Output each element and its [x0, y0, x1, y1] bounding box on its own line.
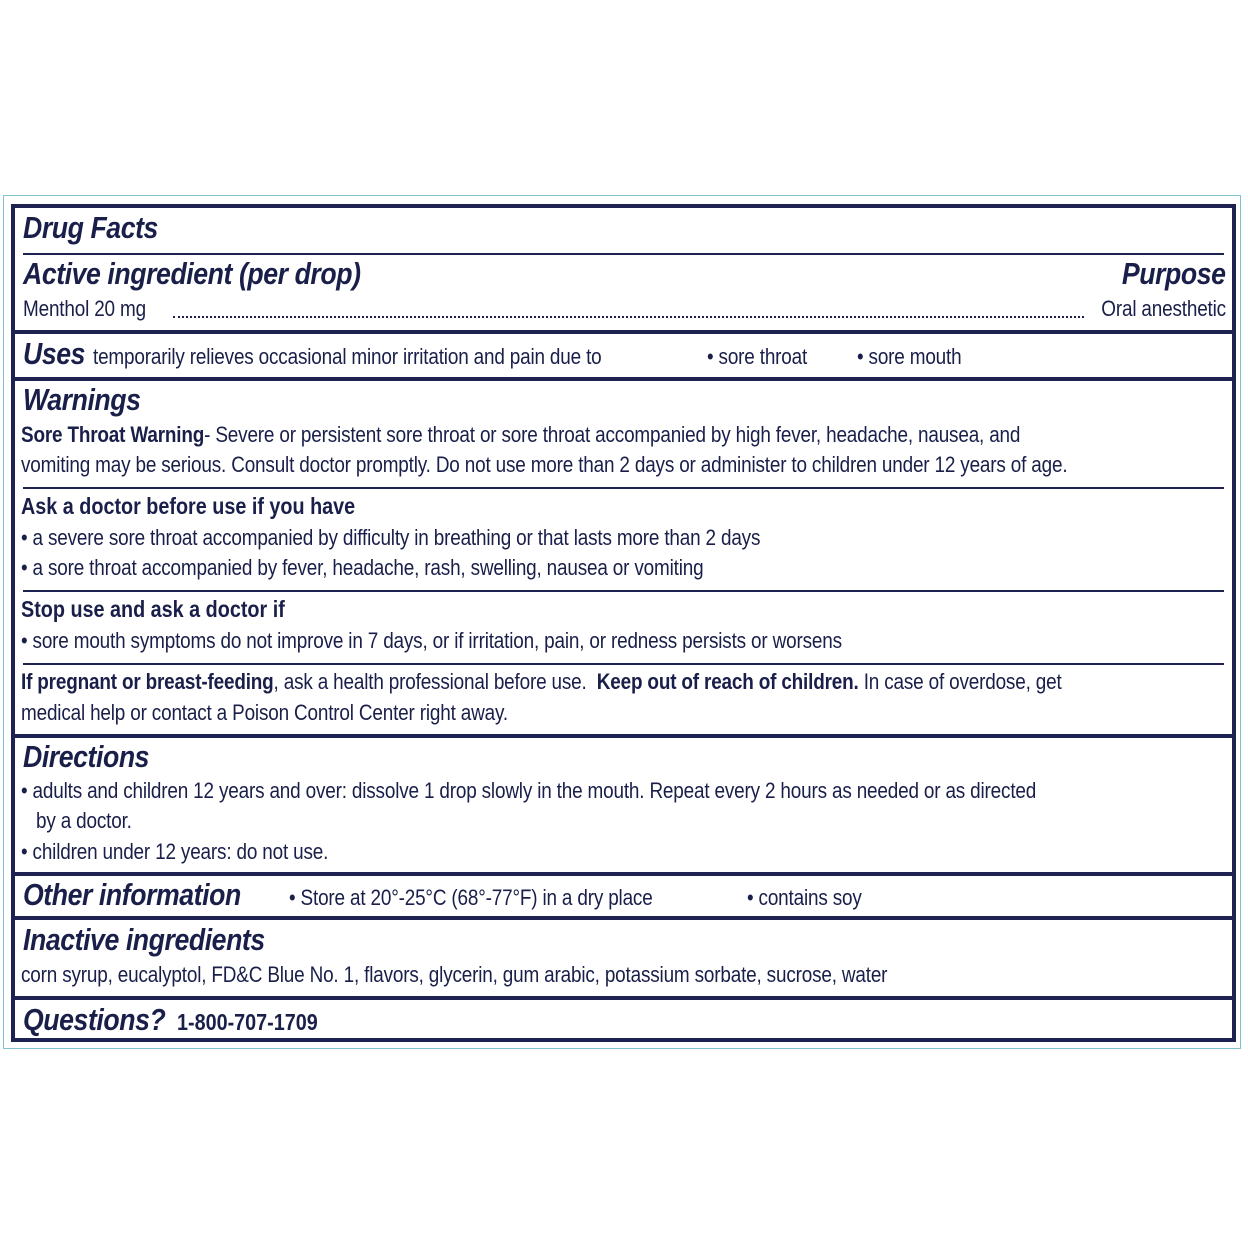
inactive-text: corn syrup, eucalyptol, FD&C Blue No. 1, flavors, glycerin, gum arabic, potassium sorbate, sucrose, water: [21, 962, 888, 987]
ask-doctor-item-2: • a sore throat accompanied by fever, headache, rash, swelling, nausea or vomiting: [21, 555, 704, 580]
ask-doctor-item-1: • a severe sore throat accompanied by difficulty in breathing or that lasts more than 2 days: [21, 525, 761, 550]
uses-text: temporarily relieves occasional minor irritation and pain due to: [93, 344, 602, 369]
drug-facts-title: [23, 210, 180, 246]
directions-item-2: • children under 12 years: do not use.: [21, 839, 329, 864]
active-ingredient-purpose: Oral anesthetic: [1101, 296, 1226, 321]
other-info-item-soy: • contains soy: [747, 885, 862, 910]
divider-ask-doctor: [23, 590, 1224, 592]
uses-heading: Uses: [23, 336, 86, 371]
active-ingredient-name: Menthol 20 mg: [23, 296, 146, 321]
warnings-heading: Warnings: [23, 382, 141, 417]
divider-warnings: [15, 734, 1232, 738]
divider-directions: [15, 872, 1232, 876]
sore-throat-warning-line2: vomiting may be serious. Consult doctor promptly. Do not use more than 2 days or administer to children under 12 years of age.: [21, 452, 1068, 477]
directions-item-1: • adults and children 12 years and over: dissolve 1 drop slowly in the mouth. Repeat every 2 hours as needed or as directed: [21, 778, 1037, 803]
keep-out-line2: medical help or contact a Poison Control Center right away.: [21, 700, 508, 725]
directions-heading: Directions: [23, 739, 150, 774]
pregnant-warning: If pregnant or breast-feeding, ask a health professional before use. Keep out of reach of children. In case of overdose, get: [21, 669, 1062, 694]
divider-inactive: [15, 996, 1232, 1000]
divider-other: [15, 916, 1232, 920]
inactive-heading: Inactive ingredients: [23, 922, 265, 957]
divider-sore-throat: [23, 487, 1224, 489]
title-text: Drug Facts: [23, 210, 158, 245]
divider-stop-use: [23, 663, 1224, 665]
divider-active: [15, 330, 1232, 334]
sore-throat-warning: Sore Throat Warning- Severe or persistent sore throat or sore throat accompanied by high fever, headache, nausea, and: [21, 422, 1021, 447]
ask-doctor-heading: Ask a doctor before use if you have: [21, 493, 356, 519]
uses-section: [23, 336, 95, 372]
divider-title: [23, 253, 1224, 255]
directions-item-1-line2: by a doctor.: [36, 808, 132, 833]
purpose-heading: Purpose: [1122, 256, 1226, 291]
leader-dots: [173, 316, 1084, 318]
keep-out-label: Keep out of reach of children.: [596, 669, 859, 694]
uses-item-sore-throat: • sore throat: [707, 344, 808, 369]
stop-use-heading: Stop use and ask a doctor if: [21, 596, 285, 622]
divider-uses: [15, 377, 1232, 381]
active-ingredient-heading: Active ingredient (per drop): [23, 256, 361, 291]
other-info-item-storage: • Store at 20°-25°C (68°-77°F) in a dry place: [289, 885, 653, 910]
other-info-heading: Other information: [23, 877, 241, 912]
stop-use-item-1: • sore mouth symptoms do not improve in 7 days, or if irritation, pain, or redness persists or worsens: [21, 628, 842, 653]
uses-item-sore-mouth: • sore mouth: [857, 344, 962, 369]
questions-phone: 1-800-707-1709: [177, 1009, 318, 1035]
questions-heading: Questions?: [23, 1002, 166, 1037]
drug-facts-panel: [11, 204, 1236, 1042]
